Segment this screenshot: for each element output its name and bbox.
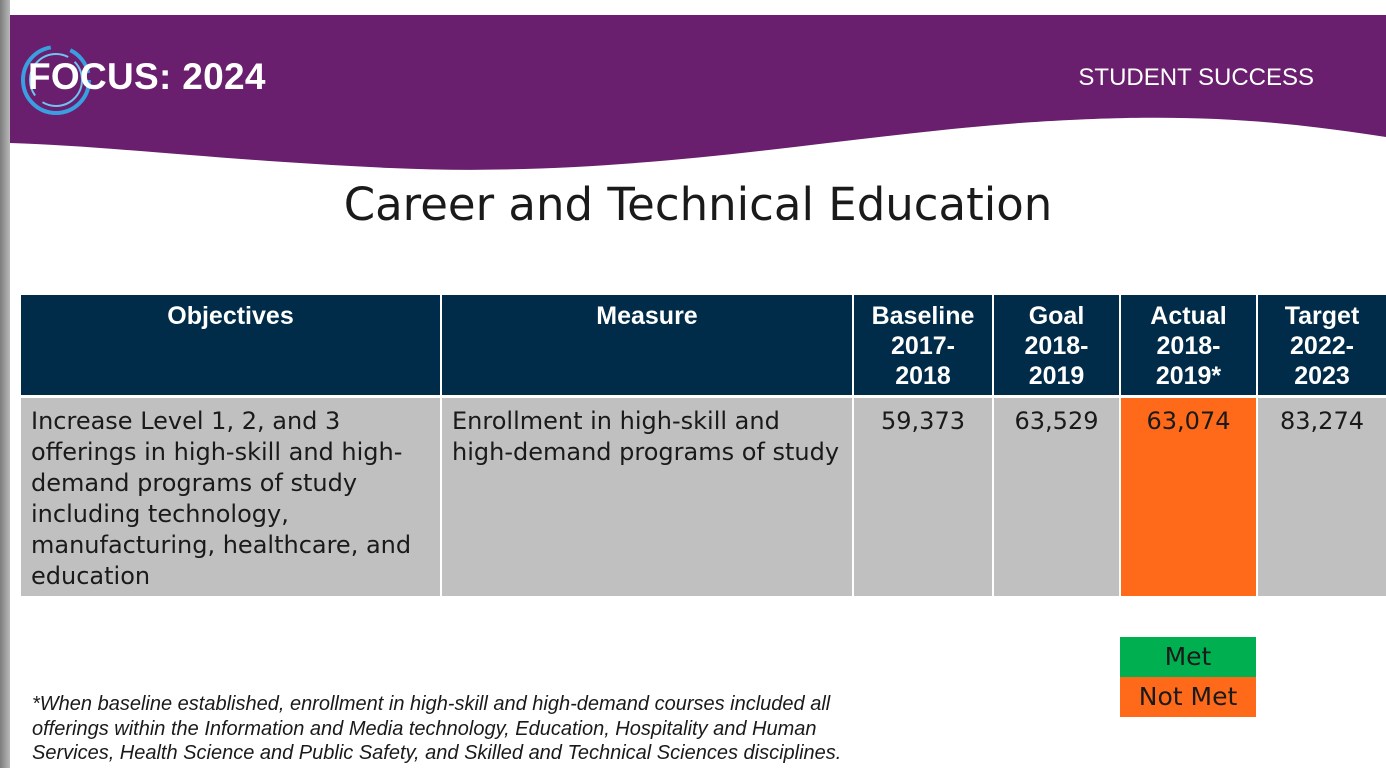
footnote-line: *When baseline established, enrollment in high-skill and high-demand courses included all: [32, 693, 831, 715]
header-actual: Actual 2018- 2019*: [1120, 295, 1257, 397]
header-measure: Measure: [441, 295, 853, 397]
status-legend: [1120, 637, 1256, 717]
section-label: STUDENT SUCCESS: [1078, 64, 1314, 91]
table-header-row: [21, 295, 1386, 397]
logo-text: FOCUS: 2024: [28, 56, 266, 97]
header-target: Target 2022- 2023: [1257, 295, 1386, 397]
header-objectives: Objectives: [21, 295, 441, 397]
legend-not-met: Not Met: [1120, 677, 1256, 717]
table-row: [21, 397, 1386, 597]
cell-goal: 63,529: [993, 397, 1120, 597]
header-goal: Goal 2018- 2019: [993, 295, 1120, 397]
legend-met: Met: [1120, 637, 1256, 677]
objectives-table: [21, 295, 1386, 596]
cell-target: 83,274: [1257, 397, 1386, 597]
footnote-line: offerings within the Information and Media technology, Education, Hospitality and Human: [32, 717, 817, 740]
cell-objective: Increase Level 1, 2, and 3 offerings in high-skill and high-demand programs of study including technology, manufacturing, healthcare, and education: [21, 397, 441, 597]
cell-measure: Enrollment in high-skill and high-demand programs of study: [441, 397, 853, 597]
viewer-frame-top: [10, 0, 1386, 15]
footnote: [32, 692, 932, 766]
viewer-frame-left: [0, 0, 10, 768]
cell-baseline: 59,373: [853, 397, 993, 597]
cell-actual-not-met: 63,074: [1120, 397, 1257, 597]
page-title: Career and Technical Education: [343, 178, 1053, 231]
footnote-line: Services, Health Science and Public Safety, and Skilled and Technical Sciences disciplines.: [32, 742, 842, 764]
header-baseline: Baseline 2017- 2018: [853, 295, 993, 397]
